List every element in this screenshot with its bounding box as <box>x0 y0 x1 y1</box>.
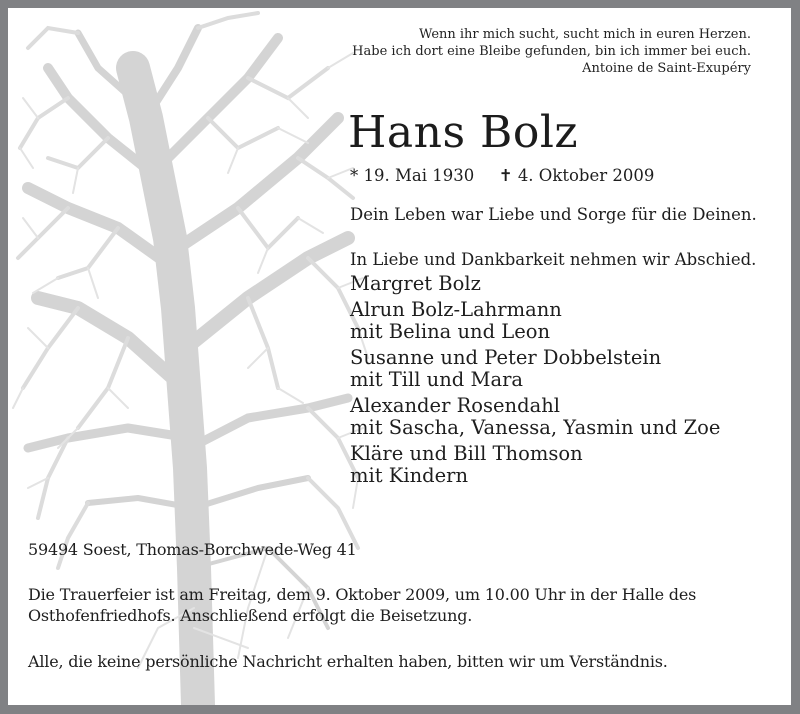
obituary-card <box>8 8 791 705</box>
family-member: Alrun Bolz-Lahrmann <box>350 297 562 321</box>
death-date: 4. Oktober 2009 <box>517 166 655 185</box>
closing-note: Alle, die keine persönliche Nachricht erhalten haben, bitten wir um Verständnis. <box>28 652 668 671</box>
quote-line: Habe ich dort eine Bleibe gefunden, bin ich immer bei euch. <box>352 44 751 59</box>
family-children: mit Belina und Leon <box>350 320 551 343</box>
deceased-name: Hans Bolz <box>348 107 579 158</box>
family-group <box>350 299 720 344</box>
family-member: Alexander Rosendahl <box>350 393 561 417</box>
birth-date: * 19. Mai 1930 <box>350 166 475 185</box>
quote-block <box>352 26 751 77</box>
family-children: mit Till und Mara <box>350 368 524 391</box>
family-children: mit Kindern <box>350 464 469 487</box>
quote-line: Wenn ihr mich sucht, sucht mich in euren Herzen. <box>419 27 751 42</box>
family-member: Susanne und Peter Dobbelstein <box>350 345 662 369</box>
ceremony-info: Die Trauerfeier ist am Freitag, dem 9. Oktober 2009, um 10.00 Uhr in der Halle des Osthofenfriedhofs. Anschließend erfolgt die Beisetzung. <box>28 585 697 625</box>
cross-icon: ✝ <box>498 166 513 185</box>
family-group <box>350 347 720 392</box>
family-member: Margret Bolz <box>350 272 481 295</box>
family-children: mit Sascha, Vanessa, Yasmin und Zoe <box>350 416 721 439</box>
quote-author: Antoine de Saint-Exupéry <box>582 61 751 76</box>
farewell-line: In Liebe und Dankbarkeit nehmen wir Abschied. <box>350 250 757 269</box>
family-group <box>350 443 720 488</box>
family-member: Kläre und Bill Thomson <box>350 441 583 465</box>
motto: Dein Leben war Liebe und Sorge für die Deinen. <box>350 205 757 224</box>
family-group <box>350 395 720 440</box>
address: 59494 Soest, Thomas-Borchwede-Weg 41 <box>28 540 357 559</box>
life-dates <box>350 166 654 186</box>
family-group <box>350 273 720 296</box>
family-list <box>350 273 720 491</box>
